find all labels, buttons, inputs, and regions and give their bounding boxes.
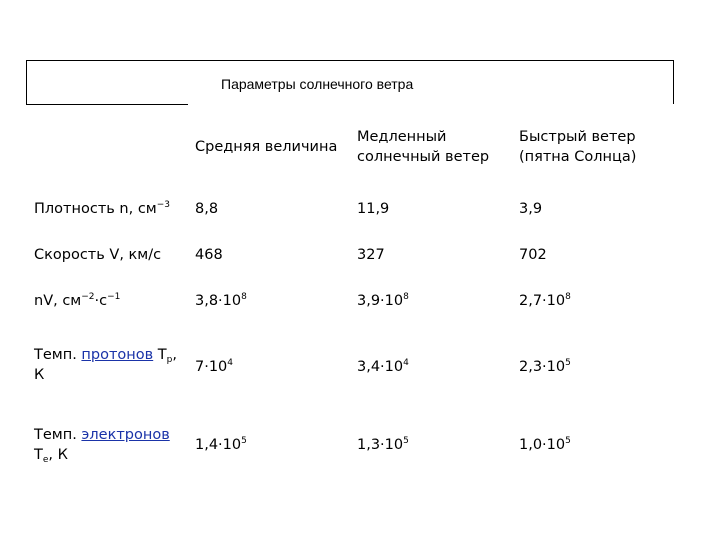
- cell-electron-temp-avg-exp: 5: [241, 436, 247, 446]
- protons-link[interactable]: протонов: [81, 347, 154, 363]
- cell-proton-temp-slow-exp: 4: [403, 358, 409, 368]
- column-header-fast-line1: Быстрый ветер: [519, 129, 636, 145]
- cell-flux-avg-exp: 8: [241, 292, 247, 302]
- row-label-electron-temp: [34, 425, 170, 465]
- row-label-flux: [34, 291, 120, 311]
- column-header-fast-line2: (пятна Солнца): [519, 149, 637, 165]
- row-label-proton-temp-line1: [34, 345, 177, 365]
- row-label-electron-temp-line2: [34, 445, 170, 465]
- frame-bottom-border: [26, 104, 188, 105]
- cell-proton-temp-avg: [195, 357, 233, 377]
- cell-flux-slow-mantissa: 3,9·10: [357, 293, 404, 309]
- row-label-proton-temp-sub: p: [166, 355, 173, 365]
- cell-density-fast: 3,9: [519, 201, 543, 217]
- column-header-avg: Средняя величина: [195, 139, 338, 155]
- row-label-proton-temp-post: T: [153, 347, 167, 363]
- row-label-electron-temp-line1: [34, 425, 170, 445]
- row-label-proton-temp-end: ,: [172, 347, 177, 363]
- cell-flux-slow-exp: 8: [403, 292, 409, 302]
- row-label-flux-exp-a: −2: [81, 292, 95, 302]
- cell-electron-temp-slow: [357, 435, 409, 455]
- row-label-density-exp: −3: [156, 200, 171, 210]
- cell-electron-temp-slow-mantissa: 1,3·10: [357, 437, 404, 453]
- cell-proton-temp-fast: [519, 357, 571, 377]
- cell-electron-temp-fast-exp: 5: [565, 436, 571, 446]
- cell-proton-temp-slow-mantissa: 3,4·10: [357, 359, 404, 375]
- electrons-link[interactable]: электронов: [81, 427, 170, 443]
- cell-flux-fast-exp: 8: [565, 292, 571, 302]
- cell-proton-temp-fast-mantissa: 2,3·10: [519, 359, 566, 375]
- frame-top-border: [26, 60, 674, 61]
- cell-flux-fast-mantissa: 2,7·10: [519, 293, 566, 309]
- row-label-electron-temp-unit: , К: [48, 447, 68, 463]
- cell-density-slow: 11,9: [357, 201, 390, 217]
- cell-proton-temp-fast-exp: 5: [565, 358, 571, 368]
- column-header-slow-line2: солнечный ветер: [357, 149, 490, 165]
- frame-right-border: [673, 60, 674, 104]
- cell-speed-slow: 327: [357, 247, 385, 263]
- row-label-electron-temp-t: T: [34, 447, 43, 463]
- cell-proton-temp-avg-exp: 4: [227, 358, 234, 368]
- row-label-density-text: Плотность n, см: [34, 201, 157, 217]
- frame-left-border: [26, 60, 27, 104]
- cell-flux-avg: [195, 291, 247, 311]
- column-header-fast: [519, 127, 636, 167]
- column-header-slow: [357, 127, 489, 167]
- cell-electron-temp-slow-exp: 5: [403, 436, 409, 446]
- cell-flux-fast: [519, 291, 571, 311]
- cell-proton-temp-slow: [357, 357, 409, 377]
- row-label-flux-exp-b: −1: [107, 292, 121, 302]
- cell-speed-avg: 468: [195, 247, 223, 263]
- cell-flux-slow: [357, 291, 409, 311]
- cell-electron-temp-fast: [519, 435, 571, 455]
- row-label-proton-temp-line2: К: [34, 367, 45, 383]
- cell-proton-temp-avg-mantissa: 7·10: [195, 359, 228, 375]
- cell-electron-temp-avg-mantissa: 1,4·10: [195, 437, 242, 453]
- cell-electron-temp-avg: [195, 435, 247, 455]
- row-label-speed: Скорость V, км/с: [34, 247, 162, 263]
- column-header-slow-line1: Медленный: [357, 129, 447, 145]
- row-label-proton-temp-pre: Темп.: [34, 347, 82, 363]
- row-label-flux-a: nV, см: [34, 293, 82, 309]
- cell-electron-temp-fast-mantissa: 1,0·10: [519, 437, 566, 453]
- row-label-flux-b: ·с: [94, 293, 108, 309]
- row-label-proton-temp: [34, 345, 177, 385]
- row-label-density: [34, 199, 170, 219]
- cell-speed-fast: 702: [519, 247, 547, 263]
- row-label-electron-temp-pre: Темп.: [34, 427, 82, 443]
- cell-density-avg: 8,8: [195, 201, 219, 217]
- cell-flux-avg-mantissa: 3,8·10: [195, 293, 242, 309]
- row-label-electron-temp-sub: e: [42, 455, 49, 465]
- page-title: Параметры солнечного ветра: [221, 76, 414, 92]
